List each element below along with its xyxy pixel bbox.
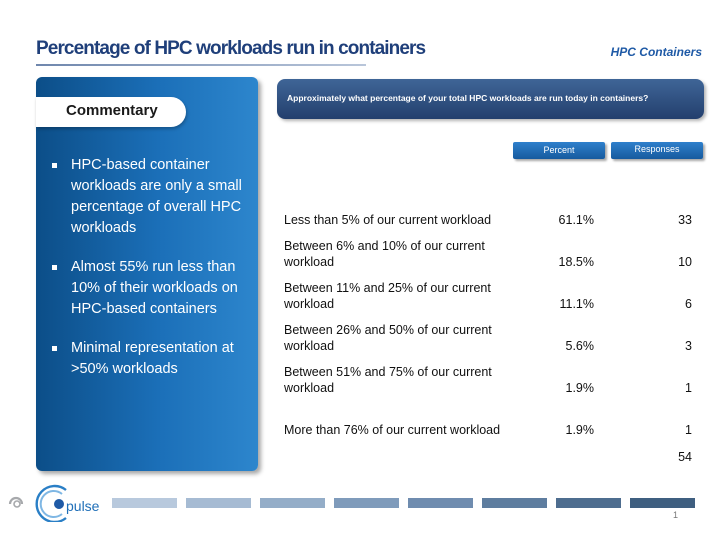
row-responses: 1 (685, 381, 692, 395)
commentary-bullet (50, 155, 250, 239)
question-banner (277, 79, 704, 119)
row-label: Between 51% and 75% of our current workload (284, 365, 492, 395)
commentary-bullet-text: Minimal representation at >50% workloads (71, 340, 234, 377)
percent-column-header: Percent (513, 142, 605, 159)
table-row (284, 270, 692, 312)
logo-ring-icon (14, 501, 20, 507)
table-row (284, 228, 692, 270)
row-responses: 3 (685, 339, 692, 353)
pulse-brand-text: pulse (66, 498, 100, 514)
row-percent: 1.9% (565, 381, 594, 395)
bullet-square-icon (52, 265, 57, 270)
title-underline (36, 64, 366, 66)
section-tag: HPC Containers (610, 45, 702, 59)
total-spacer (524, 438, 594, 464)
logo-dot-icon (54, 499, 64, 509)
page-title: Percentage of HPC workloads run in containers (36, 38, 426, 59)
commentary-tab (36, 97, 186, 127)
footer-color-bar (186, 498, 251, 508)
footer-color-bar (334, 498, 399, 508)
bullet-square-icon (52, 163, 57, 168)
commentary-heading: Commentary (66, 102, 158, 119)
row-percent: 61.1% (558, 213, 594, 227)
row-percent: 1.9% (565, 423, 594, 437)
row-label: Between 11% and 25% of our current workload (284, 281, 491, 311)
row-label: Between 6% and 10% of our current workload (284, 239, 485, 269)
table-row (284, 354, 692, 396)
row-label: More than 76% of our current workload (284, 423, 501, 437)
footer-color-bar (482, 498, 547, 508)
row-label: Less than 5% of our current workload (284, 213, 492, 227)
commentary-bullet-text: HPC-based container workloads are only a small percentage of overall HPC workloads (71, 157, 242, 236)
total-responses: 54 (678, 450, 692, 464)
row-percent: 5.6% (565, 339, 594, 353)
footer-color-bar (408, 498, 473, 508)
table-row (284, 312, 692, 354)
row-responses: 1 (685, 423, 692, 437)
table-row (284, 396, 692, 438)
footer-color-bar (260, 498, 325, 508)
commentary-bullet (50, 338, 250, 380)
bullet-square-icon (52, 346, 57, 351)
row-responses: 10 (678, 255, 692, 269)
row-percent: 18.5% (558, 255, 594, 269)
footer-color-bar (556, 498, 621, 508)
results-table (284, 186, 692, 464)
total-spacer (284, 438, 524, 464)
row-percent: 11.1% (559, 297, 594, 311)
commentary-bullets (50, 155, 250, 398)
page-number: 1 (672, 510, 678, 520)
responses-column-header: Responses (611, 142, 703, 159)
footer-color-bar (630, 498, 695, 508)
row-label: Between 26% and 50% of our current workload (284, 323, 492, 353)
row-responses: 33 (678, 213, 692, 227)
table-row (284, 186, 692, 228)
row-responses: 6 (685, 297, 692, 311)
question-text: Approximately what percentage of your total HPC workloads are run today in containers? (287, 93, 649, 103)
commentary-bullet (50, 257, 250, 320)
total-row (284, 438, 692, 464)
footer-color-bar (112, 498, 177, 508)
commentary-panel (36, 77, 258, 471)
commentary-bullet-text: Almost 55% run less than 10% of their workloads on HPC-based containers (71, 259, 238, 317)
